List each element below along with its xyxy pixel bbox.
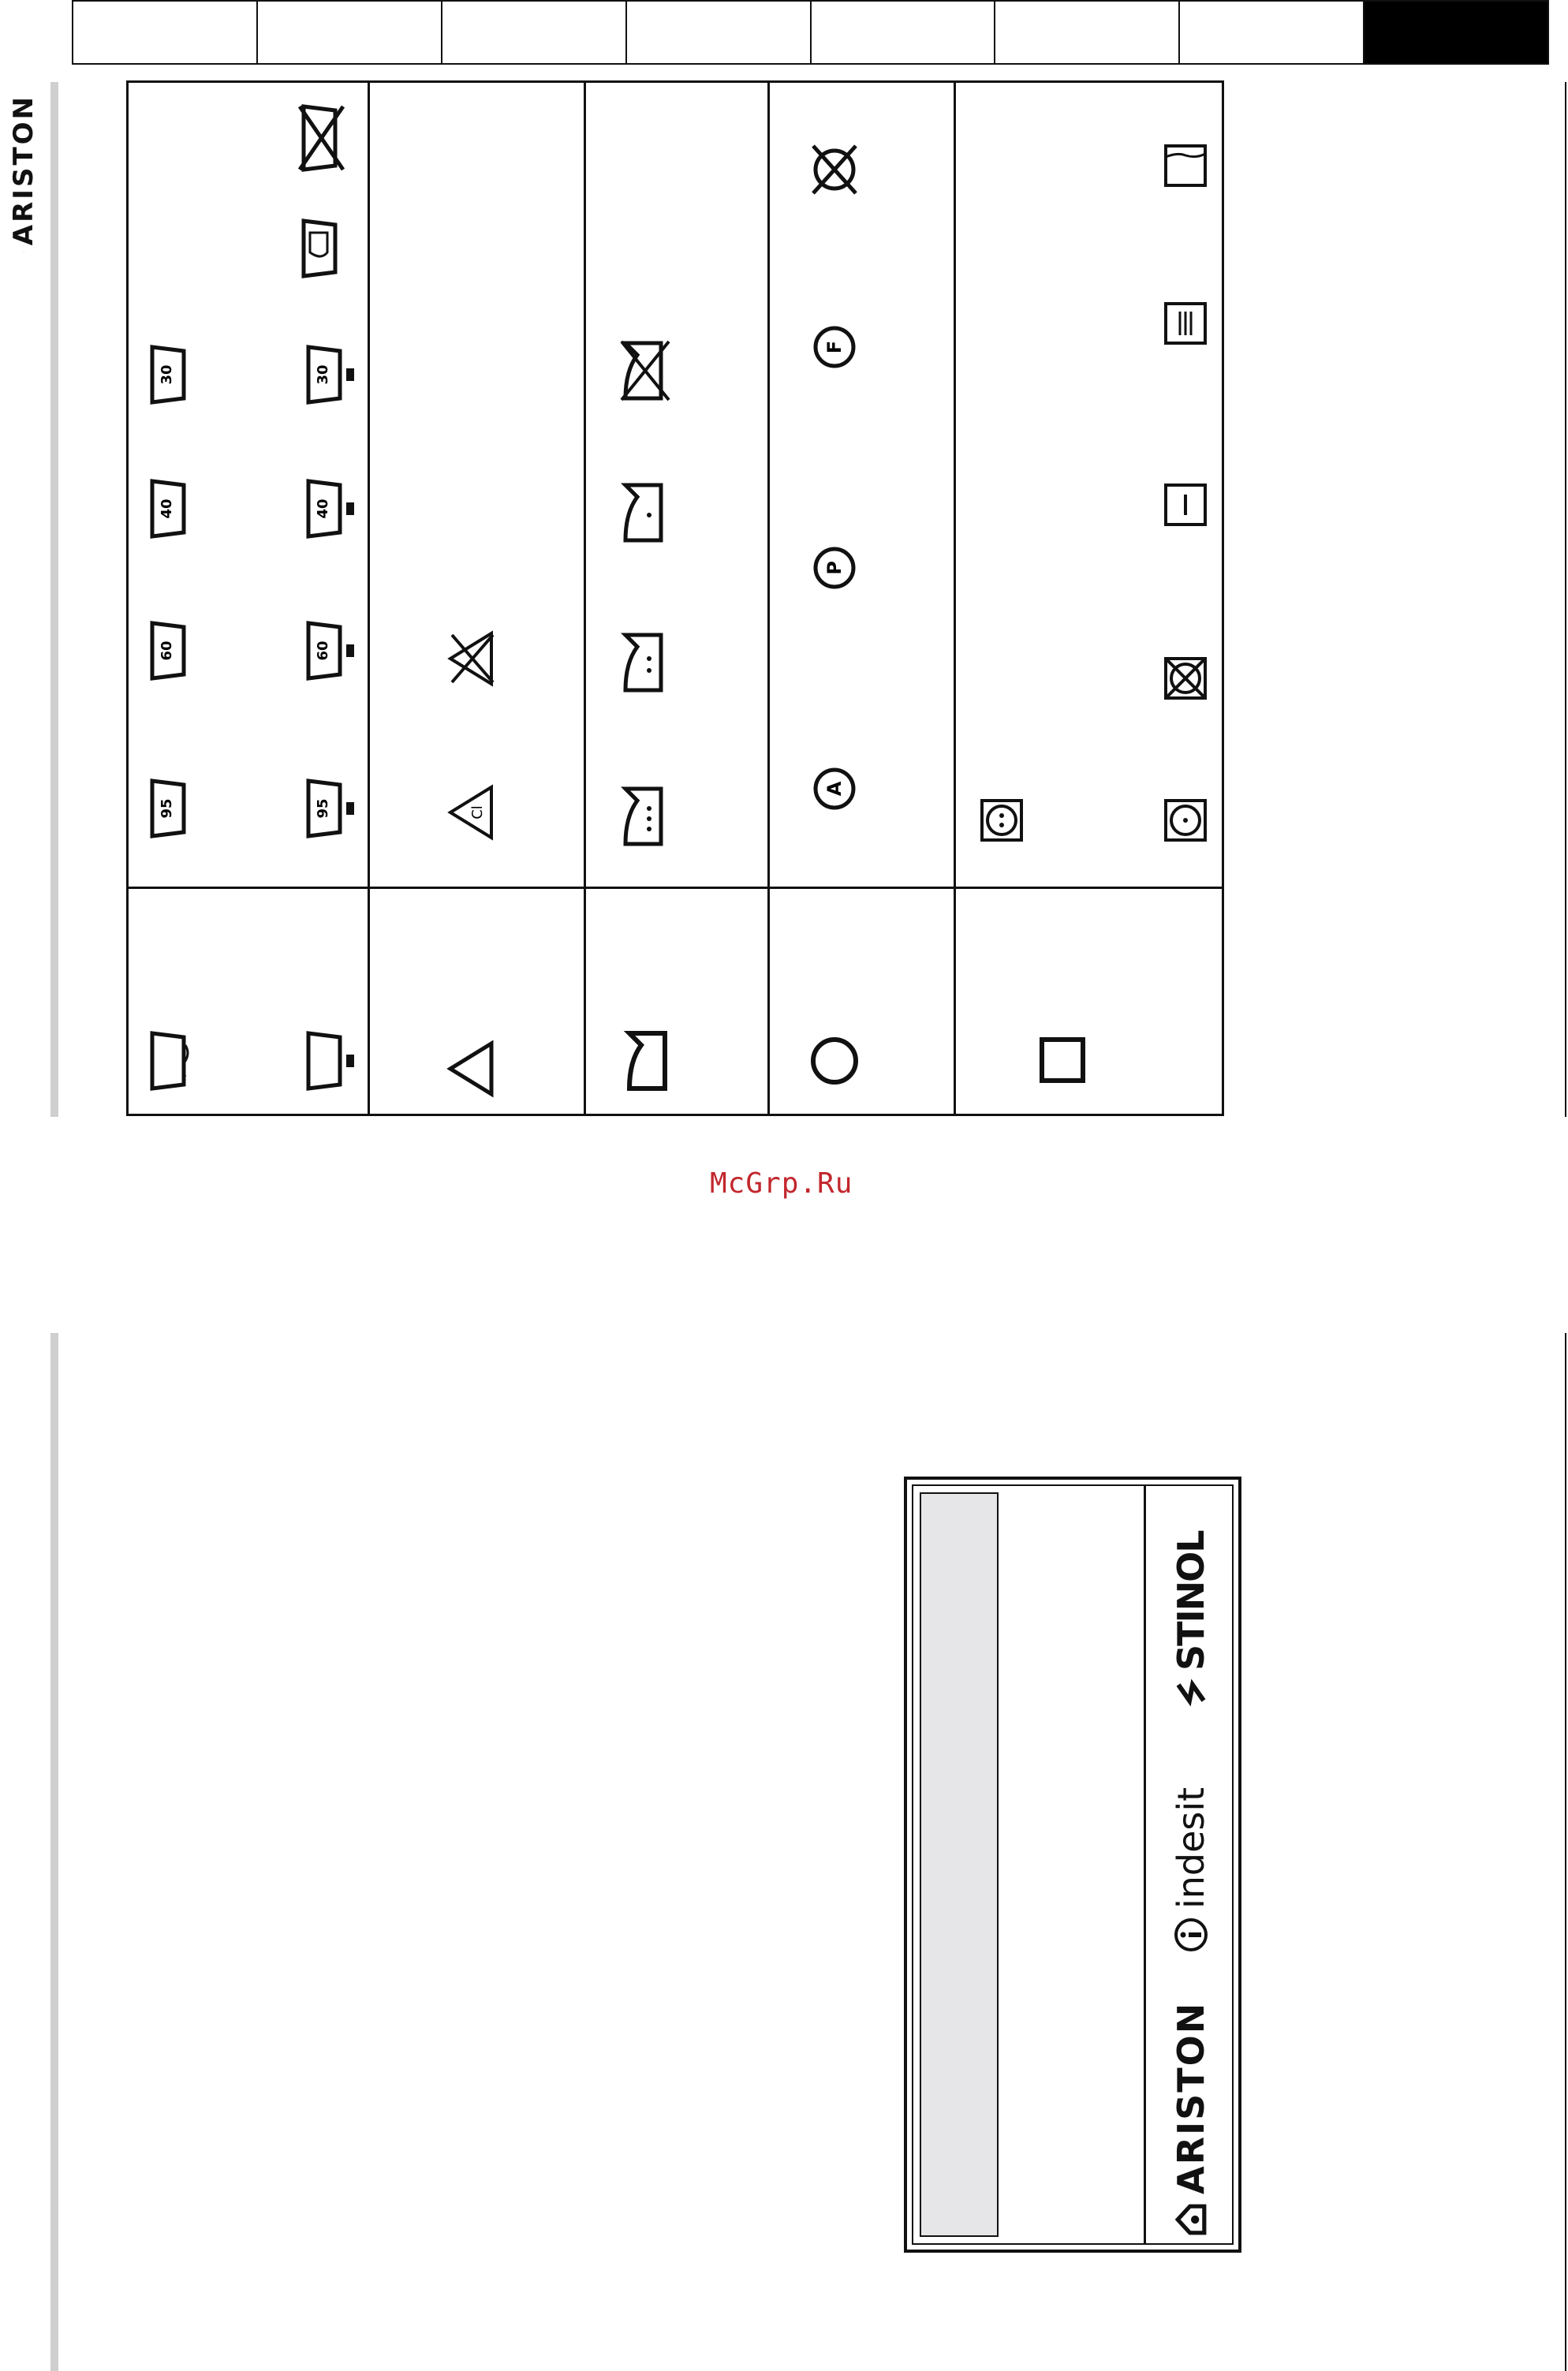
ariston-logo-house-icon xyxy=(1174,2202,1208,2237)
wash-30-label: 30 xyxy=(159,364,175,385)
table-column-divider xyxy=(129,887,1222,889)
left-margin-bar-top xyxy=(50,82,58,1117)
dry-clean-a-icon xyxy=(807,761,862,816)
row-divider-1 xyxy=(368,83,370,1114)
do-not-wash-icon xyxy=(296,99,351,177)
watermark-text: McGrp.Ru xyxy=(710,1167,853,1200)
ariston-logo xyxy=(1144,2000,1238,2237)
wash-40-label: 40 xyxy=(159,498,175,519)
stinol-logo xyxy=(1144,1519,1238,1708)
dry-clean-a-label: A xyxy=(823,781,846,797)
stinol-logo-text: STINOL xyxy=(1170,1531,1212,1671)
wash-40-gentle-icon xyxy=(301,477,356,540)
label-shaded-strip xyxy=(920,1492,999,2237)
hand-wash-icon xyxy=(296,217,351,280)
no-dry-clean-icon xyxy=(807,138,862,201)
side-brand xyxy=(0,95,103,246)
dry-clean-p-label: P xyxy=(823,561,846,575)
wash-tub-icon xyxy=(144,1029,192,1092)
row-divider-2 xyxy=(584,83,586,1114)
wash-95-icon xyxy=(144,777,192,840)
dry-clean-f-label: F xyxy=(823,340,846,354)
iron-medium-icon xyxy=(618,627,673,698)
bleach-triangle-icon xyxy=(444,1037,499,1100)
dry-clean-f-icon xyxy=(807,319,862,375)
drip-dry-icon xyxy=(1158,477,1213,532)
wash-30-icon xyxy=(144,343,192,406)
wash-30-gentle-label: 30 xyxy=(315,364,331,385)
tab-6[interactable] xyxy=(995,2,1180,63)
tab-5[interactable] xyxy=(812,2,996,63)
row-divider-3 xyxy=(767,83,770,1114)
drying-square-icon xyxy=(1036,1033,1091,1088)
indesit-logo-text: indesit xyxy=(1170,1787,1212,1909)
wash-95-gentle-label: 95 xyxy=(315,798,331,819)
indesit-logo xyxy=(1144,1716,1238,1953)
right-margin-line-bottom xyxy=(1565,1333,1566,2371)
iron-low-icon xyxy=(618,477,673,548)
iron-high-icon xyxy=(618,781,673,852)
right-margin-line-top xyxy=(1565,82,1566,1117)
line-dry-icon xyxy=(1158,296,1213,351)
tumble-dry-icon xyxy=(974,793,1029,848)
indesit-logo-i-icon xyxy=(1173,1917,1209,1953)
no-bleach-icon xyxy=(444,627,499,690)
wash-40-icon xyxy=(144,477,192,540)
tab-2[interactable] xyxy=(258,2,442,63)
tab-7[interactable] xyxy=(1180,2,1365,63)
tab-4[interactable] xyxy=(627,2,812,63)
care-symbols-table xyxy=(126,80,1224,1116)
ariston-logo-text: ARISTON xyxy=(1170,2001,1212,2194)
side-brand-text: ARISTON xyxy=(8,95,39,246)
top-tab-strip xyxy=(72,0,1549,65)
bleach-cl-icon xyxy=(444,781,499,844)
dry-clean-circle-icon xyxy=(807,1033,862,1088)
wash-95-label: 95 xyxy=(159,798,175,819)
wash-40-gentle-label: 40 xyxy=(315,498,331,519)
no-tumble-dry-icon xyxy=(1158,651,1213,706)
brand-label-block xyxy=(904,1477,1241,2253)
tumble-dry-low-icon xyxy=(1158,793,1213,848)
wash-60-label: 60 xyxy=(159,640,175,661)
tab-8-active[interactable] xyxy=(1365,2,1547,63)
wash-60-gentle-icon xyxy=(301,619,356,682)
wash-30-gentle-icon xyxy=(301,343,356,406)
bleach-cl-label: Cl xyxy=(469,805,486,820)
wash-95-gentle-icon xyxy=(301,777,356,840)
iron-icon xyxy=(622,1025,677,1096)
wash-60-icon xyxy=(144,619,192,682)
wash-60-gentle-label: 60 xyxy=(315,640,331,661)
dry-clean-p-icon xyxy=(807,540,862,596)
no-iron-icon xyxy=(618,335,673,406)
tab-1[interactable] xyxy=(73,2,258,63)
row-divider-4 xyxy=(954,83,956,1114)
left-margin-bar-bottom xyxy=(50,1333,58,2371)
wash-tub-gentle-icon xyxy=(301,1029,356,1092)
tab-3[interactable] xyxy=(442,2,627,63)
flat-dry-icon xyxy=(1158,138,1213,193)
stinol-logo-s-icon xyxy=(1174,1677,1208,1708)
